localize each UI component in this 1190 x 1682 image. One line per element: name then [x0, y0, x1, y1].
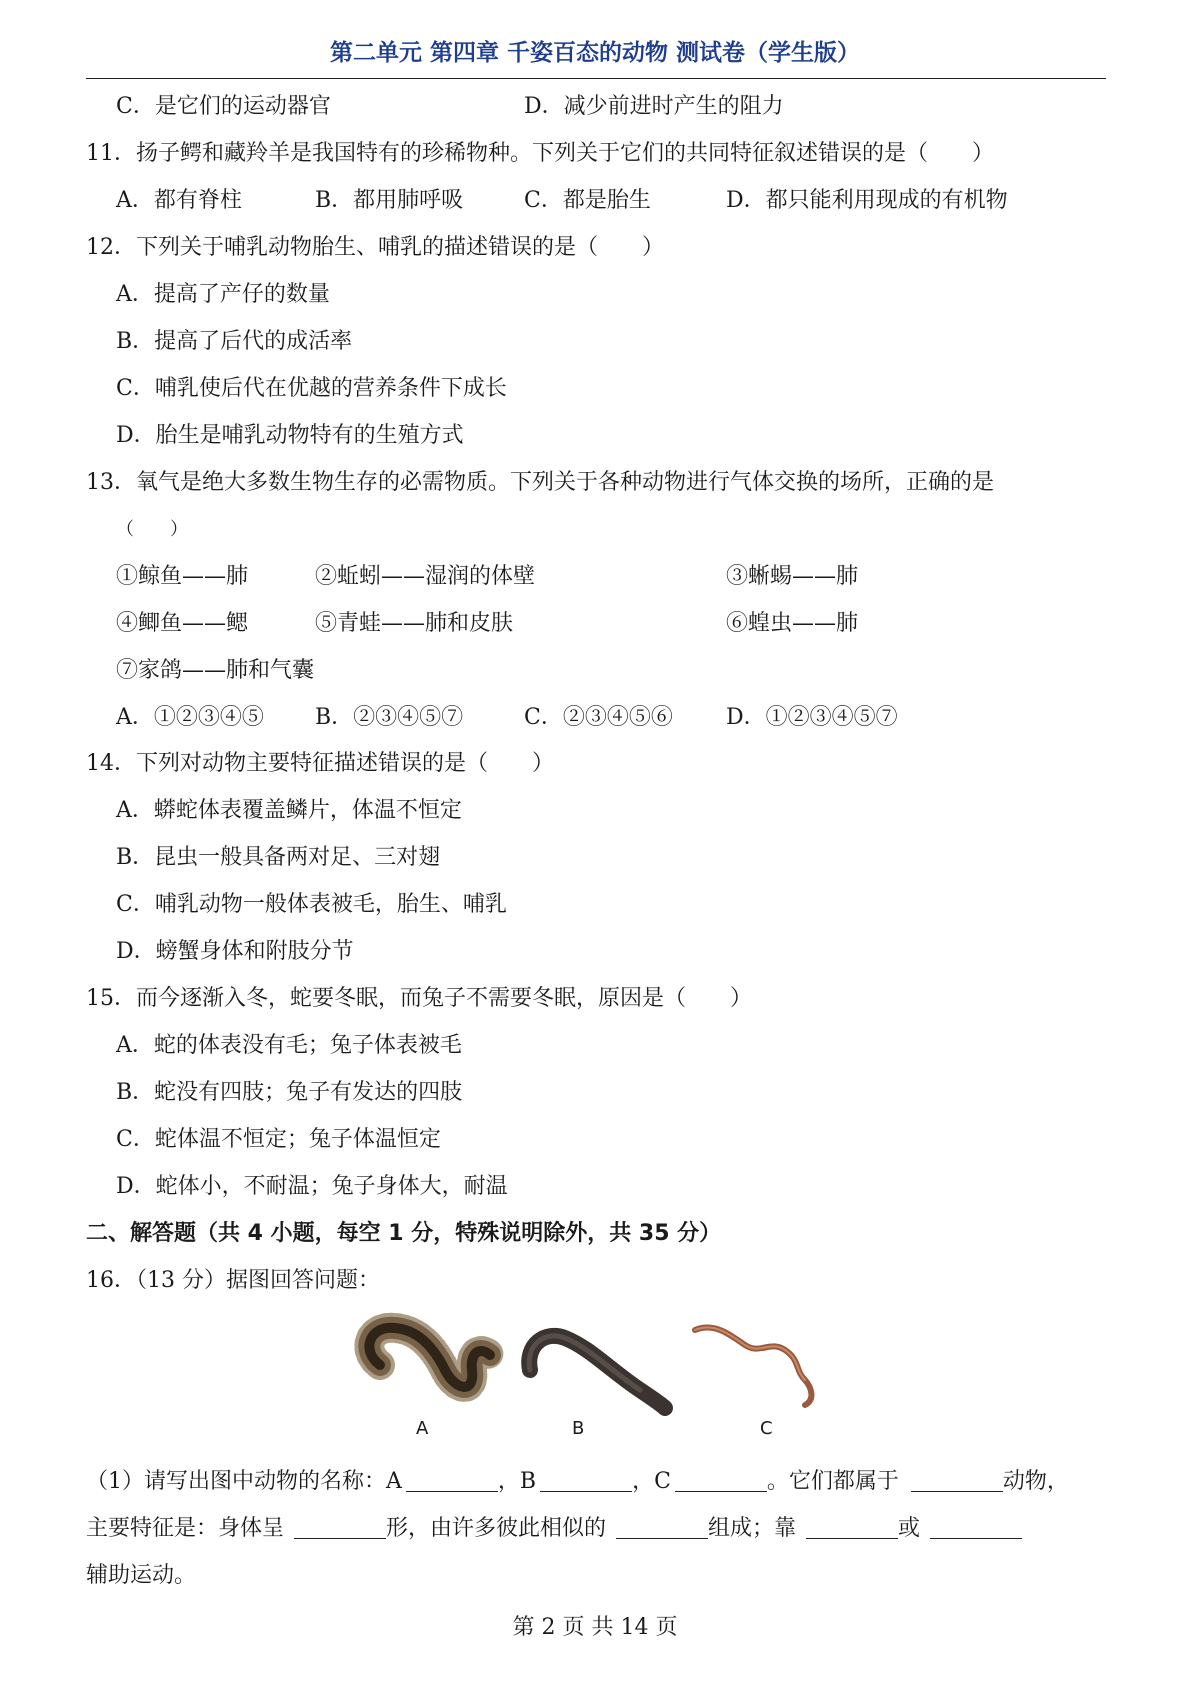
section-title: 二、解答题（共 4 小题，每空 1 分，特殊说明除外，共 35 分）	[86, 1221, 722, 1246]
q13-option-a: A．①②③④⑤	[116, 705, 264, 730]
q16-sub1-text: ，C	[632, 1469, 671, 1494]
q16-sub1-line1	[86, 1467, 1069, 1497]
answer-blank[interactable]	[911, 1469, 1003, 1492]
page-number: 第 2 页 共 14 页	[512, 1615, 678, 1640]
page-header-title: 第二单元 第四章 千姿百态的动物 测试卷（学生版）	[329, 40, 861, 66]
q16-figure	[350, 1310, 850, 1450]
q13-item: ⑤青蛙——肺和皮肤	[315, 611, 514, 636]
q13-option-d: D．①②③④⑤⑦	[726, 705, 898, 730]
q13-item: ⑦家鸽——肺和气囊	[116, 658, 315, 683]
answer-blank[interactable]	[930, 1516, 1022, 1539]
q11-stem: 11．扬子鳄和藏羚羊是我国特有的珍稀物种。下列关于它们的共同特征叙述错误的是（ ）	[86, 141, 994, 166]
q11-option-d: D．都只能利用现成的有机物	[726, 188, 1008, 213]
answer-blank[interactable]	[406, 1469, 498, 1492]
answer-blank[interactable]	[294, 1516, 386, 1539]
q15-stem: 15．而今逐渐入冬，蛇要冬眠，而兔子不需要冬眠，原因是（ ）	[86, 986, 752, 1011]
q13-stem: 13．氧气是绝大多数生物生存的必需物质。下列关于各种动物进行气体交换的场所，正确的是	[86, 470, 994, 495]
q16-sub1-text: 。它们都属于	[766, 1469, 899, 1494]
figure-label-b: B	[572, 1418, 585, 1439]
q14-stem: 14．下列对动物主要特征描述错误的是（ ）	[86, 751, 554, 776]
q11-option-c: C．都是胎生	[524, 188, 651, 213]
q16-sub1-text: 或	[898, 1516, 921, 1541]
q16-sub1-line3: 辅助运动。	[86, 1563, 197, 1588]
q14-option-b: B．昆虫一般具备两对足、三对翅	[116, 845, 441, 870]
answer-blank[interactable]	[616, 1516, 708, 1539]
q15-option-a: A．蛇的体表没有毛；兔子体表被毛	[116, 1033, 462, 1058]
answer-blank[interactable]	[540, 1469, 632, 1492]
q13-option-b: B．②③④⑤⑦	[315, 705, 464, 730]
q15-option-d: D．蛇体小，不耐温；兔子身体大，耐温	[116, 1174, 508, 1199]
q10-option-c: C．是它们的运动器官	[116, 94, 331, 119]
q13-item: ③蜥蜴——肺	[726, 564, 859, 589]
q16-sub1-text: 组成；靠	[708, 1516, 797, 1541]
q16-sub1-line2	[86, 1514, 1022, 1544]
q10-option-d: D．减少前进时产生的阻力	[524, 94, 784, 119]
answer-blank[interactable]	[675, 1469, 767, 1492]
q16-sub1-text: 动物，	[1002, 1469, 1069, 1494]
q14-option-d: D．螃蟹身体和附肢分节	[116, 939, 354, 964]
q12-option-a: A．提高了产仔的数量	[116, 282, 330, 307]
figure-label-a: A	[416, 1418, 429, 1439]
q12-option-c: C．哺乳使后代在优越的营养条件下成长	[116, 376, 507, 401]
q11-option-a: A．都有脊柱	[116, 188, 242, 213]
q14-option-a: A．蟒蛇体表覆盖鳞片，体温不恒定	[116, 798, 462, 823]
q14-option-c: C．哺乳动物一般体表被毛，胎生、哺乳	[116, 892, 507, 917]
q16-sub1-text: 主要特征是：身体呈	[86, 1516, 285, 1541]
animal-c-image	[695, 1328, 811, 1405]
answer-blank[interactable]	[806, 1516, 898, 1539]
q12-option-d: D．胎生是哺乳动物特有的生殖方式	[116, 423, 464, 448]
header-divider	[86, 78, 1106, 79]
q13-item: ①鲸鱼——肺	[116, 564, 249, 589]
q13-item: ②蚯蚓——湿润的体壁	[315, 564, 536, 589]
q11-option-b: B．都用肺呼吸	[315, 188, 464, 213]
q15-option-c: C．蛇体温不恒定；兔子体温恒定	[116, 1127, 441, 1152]
q15-option-b: B．蛇没有四肢；兔子有发达的四肢	[116, 1080, 463, 1105]
q12-option-b: B．提高了后代的成活率	[116, 329, 353, 354]
figure-label-c: C	[760, 1418, 773, 1439]
q13-stem-continued: （ ）	[116, 519, 188, 540]
animal-b-image	[529, 1336, 665, 1408]
q13-item: ④鲫鱼——鳃	[116, 611, 249, 636]
q16-sub1-text: 形，由许多彼此相似的	[386, 1516, 607, 1541]
q16-sub1-text: ，B	[497, 1469, 537, 1494]
animal-a-image	[369, 1328, 490, 1387]
q13-item: ⑥蝗虫——肺	[726, 611, 859, 636]
q16-stem: 16．（13 分）据图回答问题：	[86, 1268, 380, 1293]
q13-option-c: C．②③④⑤⑥	[524, 705, 673, 730]
q12-stem: 12．下列关于哺乳动物胎生、哺乳的描述错误的是（ ）	[86, 235, 664, 260]
q16-sub1-text: （1）请写出图中动物的名称：A	[86, 1469, 402, 1494]
